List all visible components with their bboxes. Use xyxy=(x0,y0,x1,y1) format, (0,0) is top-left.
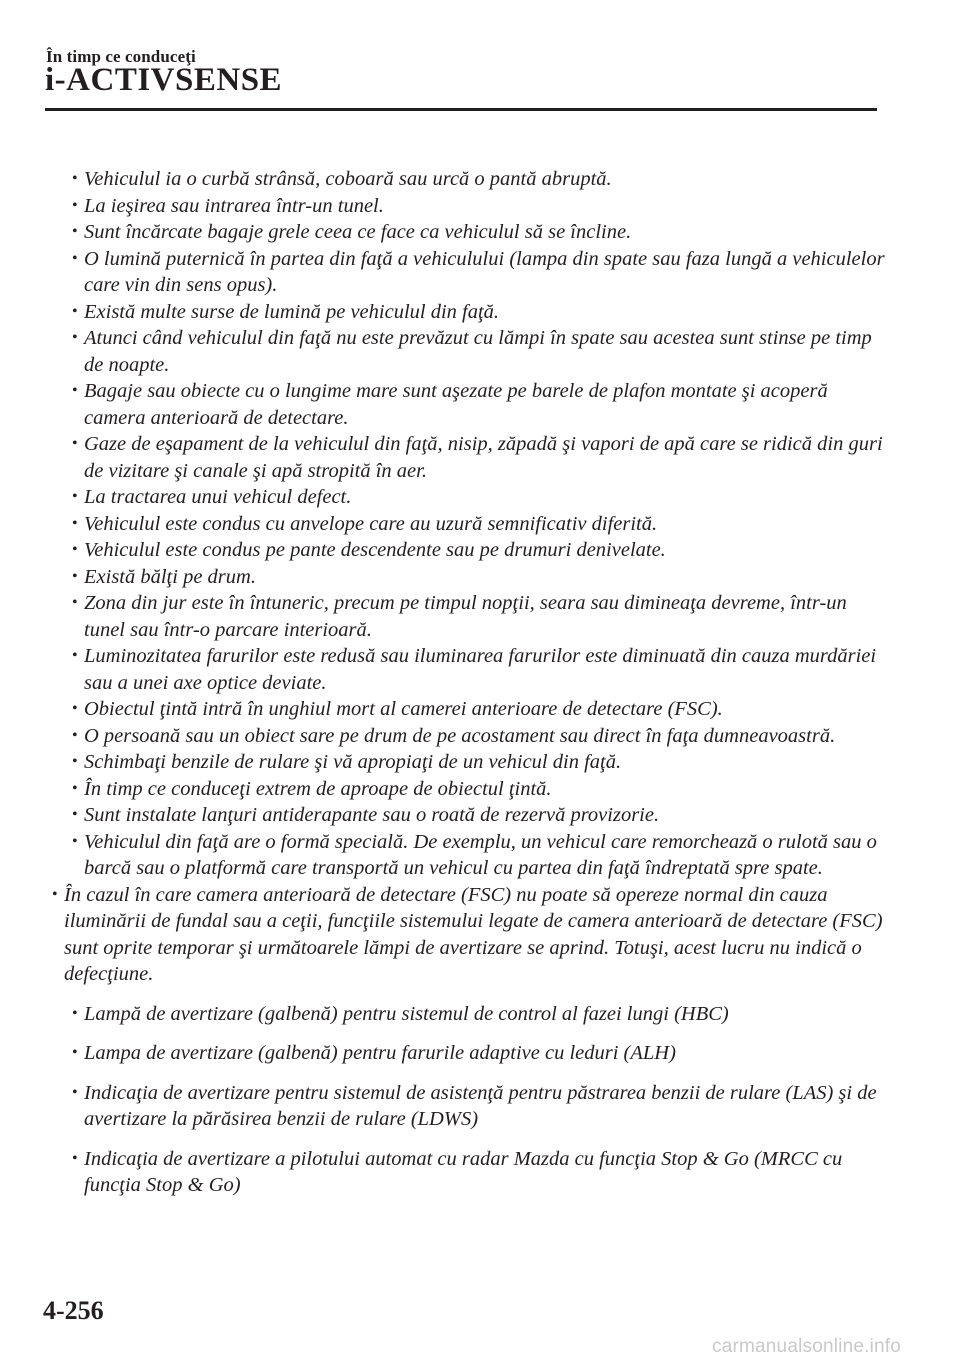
list-item-text: Există bălţi pe drum. xyxy=(84,565,256,588)
list-item-text: O persoană sau un obiect sare pe drum de pe acostament sau direct în faţa dumneavoastră. xyxy=(84,724,836,747)
list-item-text: Vehiculul din faţă are o formă specială. De exemplu, un vehicul care remorchează o rulotă sau o barcă sau o platformă care transportă un vehicul cu partea din faţă îndreptată spre spate. xyxy=(84,830,877,879)
bullet-icon: • xyxy=(72,779,78,797)
watermark: carmanualsonline.info xyxy=(712,1336,902,1357)
list-item xyxy=(46,246,886,299)
bullet-icon: • xyxy=(72,196,78,214)
list-item-text: Indicaţia de avertizare a pilotului automat cu radar Mazda cu funcţia Stop & Go (MRCC cu funcţia Stop & Go) xyxy=(84,1147,843,1196)
bullet-icon: • xyxy=(72,170,78,187)
list-item xyxy=(46,723,886,750)
list-item xyxy=(46,1146,886,1199)
list-item xyxy=(46,802,886,829)
conditions-list xyxy=(46,166,886,882)
list-item-text: Gaze de eşapament de la vehiculul din faţă, nisip, zăpadă şi vapori de apă care se ridică din guri de vizitare şi canale şi apă stropită în aer. xyxy=(84,433,883,482)
list-item-text: Vehiculul este condus cu anvelope care au uzură semnificativ diferită. xyxy=(84,512,658,535)
bullet-icon: • xyxy=(72,753,78,770)
bullet-icon: • xyxy=(72,567,78,585)
list-item xyxy=(46,219,886,246)
list-item xyxy=(46,484,886,511)
warning-lamps-list xyxy=(46,1001,886,1199)
list-item-text: Vehiculul este condus pe pante descendente sau pe drumuri denivelate. xyxy=(84,539,666,561)
list-item xyxy=(46,696,886,723)
page-number: 4-256 xyxy=(43,1296,104,1325)
list-item xyxy=(46,299,886,326)
bullet-icon: • xyxy=(72,249,78,267)
list-item xyxy=(46,537,886,564)
bullet-icon: • xyxy=(72,1004,78,1022)
bullet-icon: • xyxy=(72,541,78,558)
list-item xyxy=(46,590,886,643)
list-item xyxy=(46,1001,886,1028)
bullet-icon: • xyxy=(72,488,78,505)
page-title: i-ACTIVSENSE xyxy=(45,62,283,98)
list-item-text: Sunt instalate lanţuri antiderapante sau o roată de rezervă provizorie. xyxy=(84,804,660,826)
list-item-text: La ieşirea sau intrarea într-un tunel. xyxy=(84,194,384,217)
list-item xyxy=(46,431,886,484)
bullet-icon: • xyxy=(72,302,78,320)
list-item-text: Zona din jur este în întuneric, precum pe timpul nopţii, seara sau dimineaţa devreme, într-un tunel sau într-o parcare interioară. xyxy=(84,592,847,641)
bullet-icon: • xyxy=(72,1044,78,1061)
list-item-text: Vehiculul ia o curbă strânsă, coboară sau urcă o pantă abruptă. xyxy=(84,168,612,190)
bullet-icon: • xyxy=(72,223,78,240)
bullet-icon: • xyxy=(72,514,78,532)
list-item xyxy=(46,564,886,591)
list-item xyxy=(46,829,886,882)
list-item-text: Obiectul ţintă intră în unghiul mort al camerei anterioare de detectare (FSC). xyxy=(84,698,723,720)
bullet-icon: • xyxy=(72,700,78,717)
list-item-text: La tractarea unui vehicul defect. xyxy=(84,486,352,508)
section-header: În timp ce conduceţi xyxy=(46,47,196,66)
list-item xyxy=(46,166,886,193)
list-item-text: Există multe surse de lumină pe vehiculul din faţă. xyxy=(84,300,500,323)
list-item-text: Bagaje sau obiecte cu o lungime mare sunt aşezate pe barele de plafon montate şi acoperă camera anterioară de detectare. xyxy=(84,380,828,429)
list-item-text: Sunt încărcate bagaje grele ceea ce face ca vehiculul să se încline. xyxy=(84,221,632,243)
list-item xyxy=(46,193,886,220)
list-item xyxy=(46,1040,886,1067)
bullet-icon: • xyxy=(72,435,78,452)
list-item xyxy=(46,325,886,378)
list-item xyxy=(46,1080,886,1133)
bullet-icon: • xyxy=(72,647,78,664)
list-item-text: În timp ce conduceţi extrem de aproape de obiectul ţintă. xyxy=(84,777,552,800)
header-divider xyxy=(45,108,877,111)
bullet-icon: • xyxy=(72,594,78,611)
bullet-icon: • xyxy=(72,806,78,823)
list-item xyxy=(46,378,886,431)
list-item-text: Lampă de avertizare (galbenă) pentru sistemul de control al fazei lungi (HBC) xyxy=(84,1002,729,1025)
bullet-icon: • xyxy=(72,1083,78,1101)
list-item-text: Luminozitatea farurilor este redusă sau iluminarea farurilor este diminuată din cauza murdăriei sau a unei axe optice deviate. xyxy=(84,645,877,694)
list-item-text: Lampa de avertizare (galbenă) pentru farurile adaptive cu leduri (ALH) xyxy=(84,1042,676,1064)
body-text xyxy=(46,166,886,1199)
list-item-text: O lumină puternică în partea din faţă a vehiculului (lampa din spate sau faza lungă a vehiculelor care vin din sens opus). xyxy=(84,247,885,296)
list-item xyxy=(46,643,886,696)
list-item-text: Indicaţia de avertizare pentru sistemul de asistenţă pentru păstrarea benzii de rulare (LAS) şi de avertizare la părăsirea benzii de rulare (LDWS) xyxy=(84,1081,877,1130)
list-item xyxy=(46,749,886,776)
bullet-icon: • xyxy=(52,885,58,903)
list-item xyxy=(46,511,886,538)
main-bullet-paragraph xyxy=(46,882,886,988)
list-item-text: Atunci când vehiculul din faţă nu este prevăzut cu lămpi în spate sau acestea sunt stinse pe timp de noapte. xyxy=(84,327,872,376)
list-item-text: Schimbaţi benzile de rulare şi vă apropiaţi de un vehicul din faţă. xyxy=(84,751,622,773)
bullet-icon: • xyxy=(72,832,78,850)
bullet-icon: • xyxy=(72,329,78,346)
bullet-icon: • xyxy=(72,1149,78,1167)
list-item xyxy=(46,776,886,803)
main-bullet-text: În cazul în care camera anterioară de detectare (FSC) nu poate să opereze normal din cauza iluminării de fundal sau a ceţii, funcţiile sistemului legate de camera anterioară de detectare (FSC) sunt oprite temporar şi următoarele lămpi de avertizare se aprind. Totuşi, acest lucru nu indică o defecţiune. xyxy=(64,883,883,985)
bullet-icon: • xyxy=(72,726,78,744)
bullet-icon: • xyxy=(72,382,78,399)
